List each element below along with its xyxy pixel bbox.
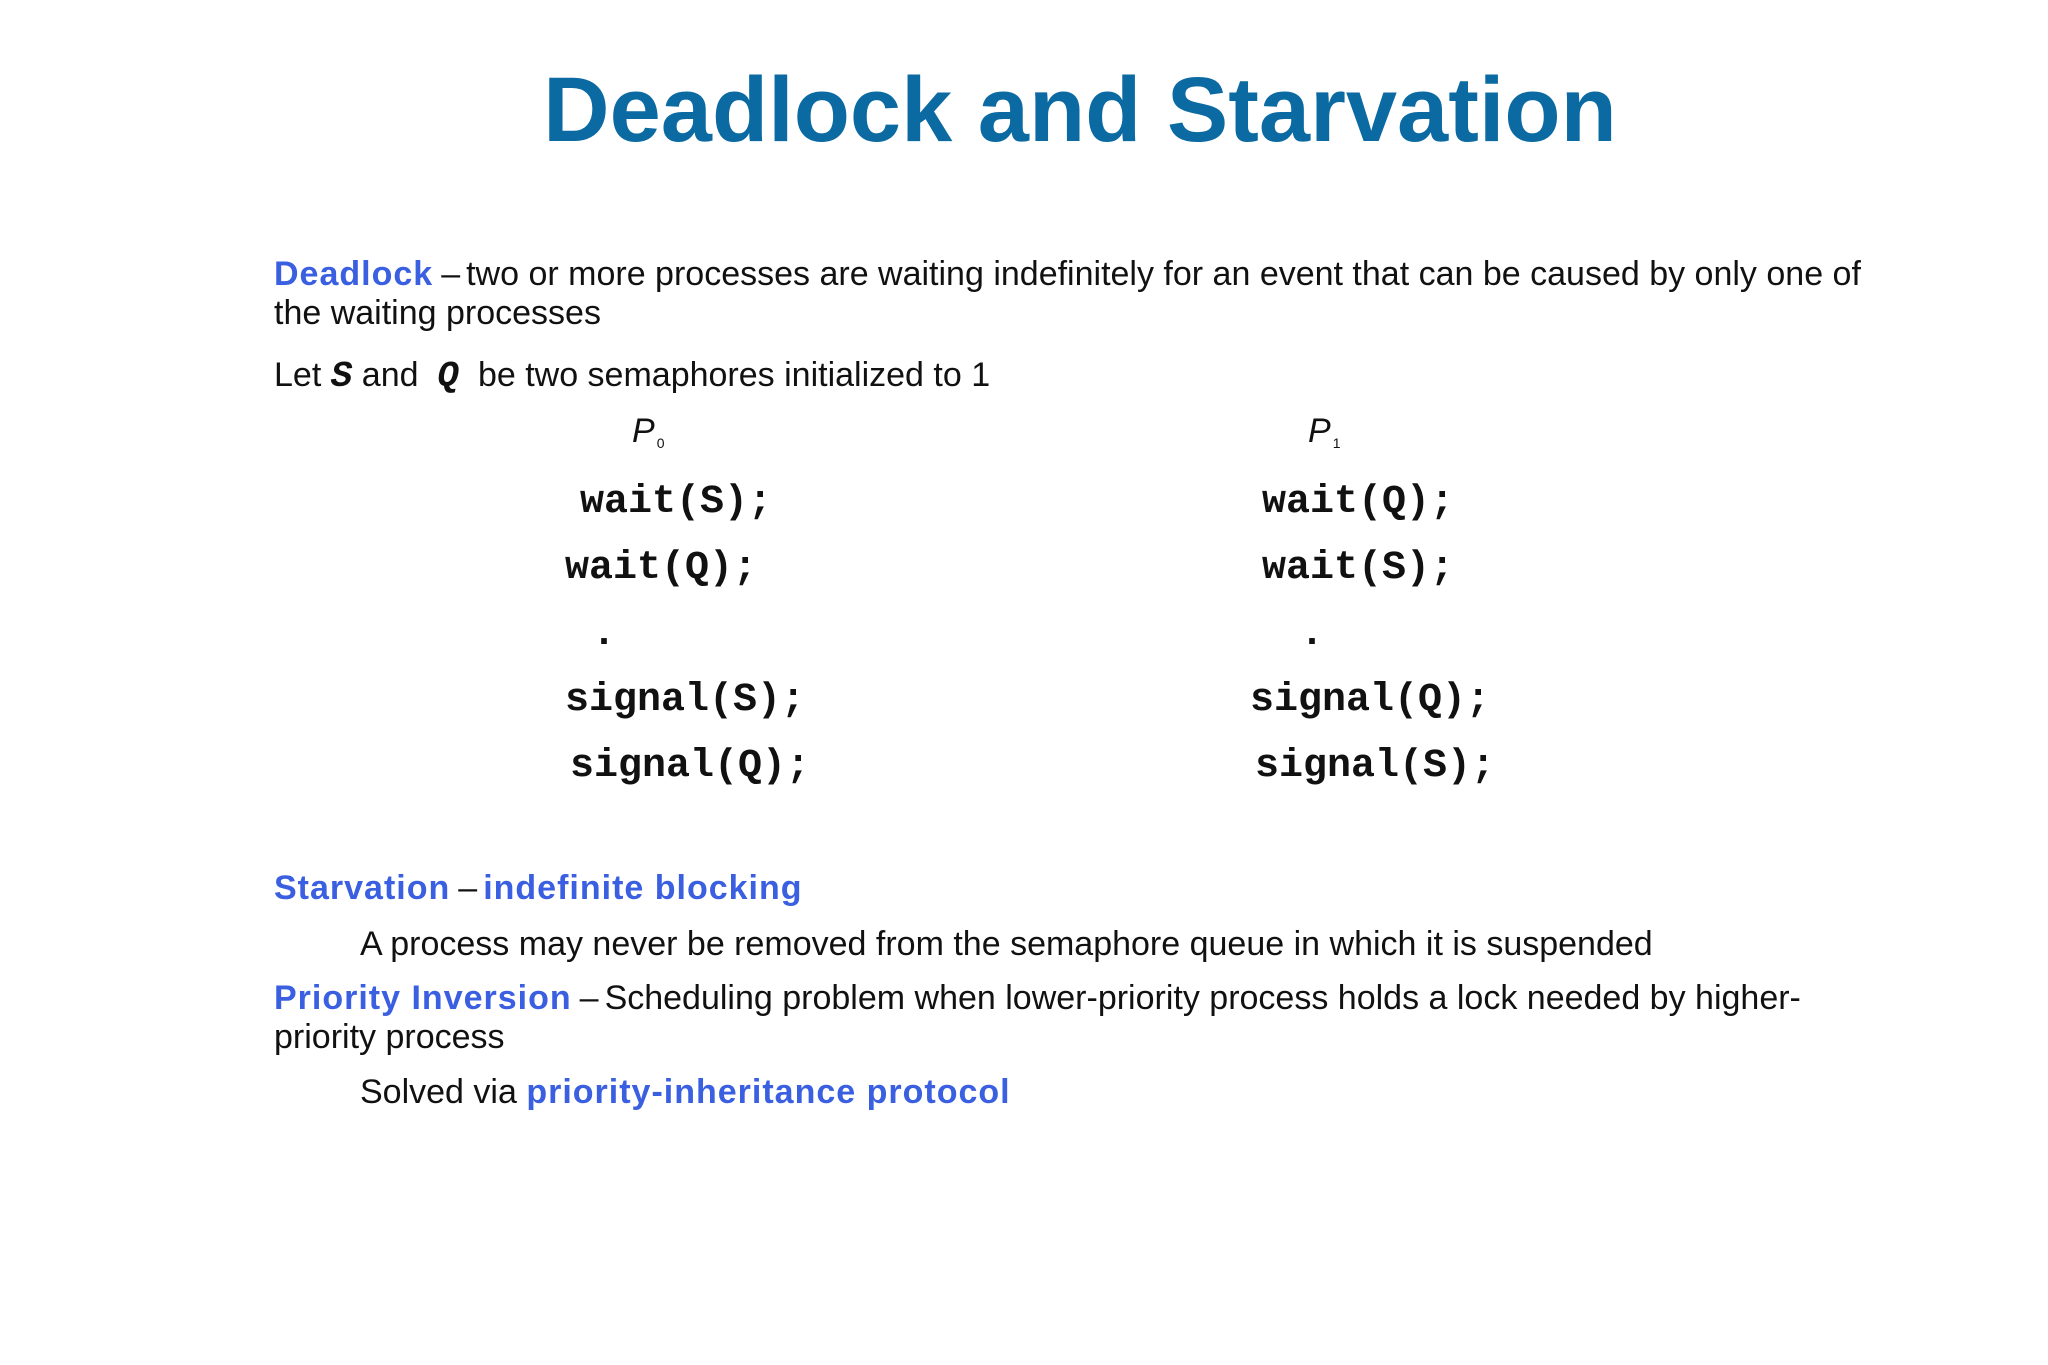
process-p1-label [1308,412,1340,451]
process-p1-letter: P [1308,412,1331,450]
semaphores-line [274,356,1894,396]
solution-term: priority-inheritance protocol [526,1073,1011,1111]
priority-inversion-definition: Scheduling problem when lower-priority process holds a lock needed by higher-priority process [274,979,1801,1056]
p1-line-5: signal(S); [1255,744,1496,789]
p0-line-4: signal(S); [565,678,806,723]
p1-line-3: . [1300,612,1325,657]
semaphore-s: S [330,356,353,397]
process-p0-subscript: 0 [656,435,665,451]
deadlock-term: Deadlock [274,255,434,293]
priority-inversion-term: Priority Inversion [274,979,572,1017]
p1-line-1: wait(Q); [1262,480,1455,525]
priority-inversion-dash: – [579,979,599,1017]
p0-line-3: . [592,612,617,657]
priority-inversion-paragraph [274,979,1894,1057]
priority-inversion-solution [360,1073,1011,1112]
semaphore-q: Q [437,356,460,397]
p0-line-1: wait(S); [580,480,773,525]
starvation-term: Starvation [274,869,451,907]
semaphores-prefix: Let [274,356,322,394]
deadlock-definition: two or more processes are waiting indefinitely for an event that can be caused by only one of the waiting processes [274,255,1861,332]
p1-line-2: wait(S); [1262,546,1455,591]
p0-line-2: wait(Q); [565,546,758,591]
p1-line-4: signal(Q); [1250,678,1491,723]
starvation-paragraph [274,869,1894,908]
solution-prefix: Solved via [360,1073,517,1111]
deadlock-paragraph [274,255,1894,333]
process-p1-subscript: 1 [1332,435,1341,451]
slide-title: Deadlock and Starvation [543,59,1617,161]
starvation-dash: – [458,869,478,907]
process-p0-label [632,412,664,451]
starvation-definition: indefinite blocking [483,869,803,907]
starvation-detail: A process may never be removed from the semaphore queue in which it is suspended [360,925,1653,963]
semaphores-and: and [361,356,419,394]
process-p0-letter: P [632,412,655,450]
p0-line-5: signal(Q); [570,744,811,789]
semaphores-suffix: be two semaphores initialized to 1 [477,356,991,394]
deadlock-dash: – [441,255,461,293]
